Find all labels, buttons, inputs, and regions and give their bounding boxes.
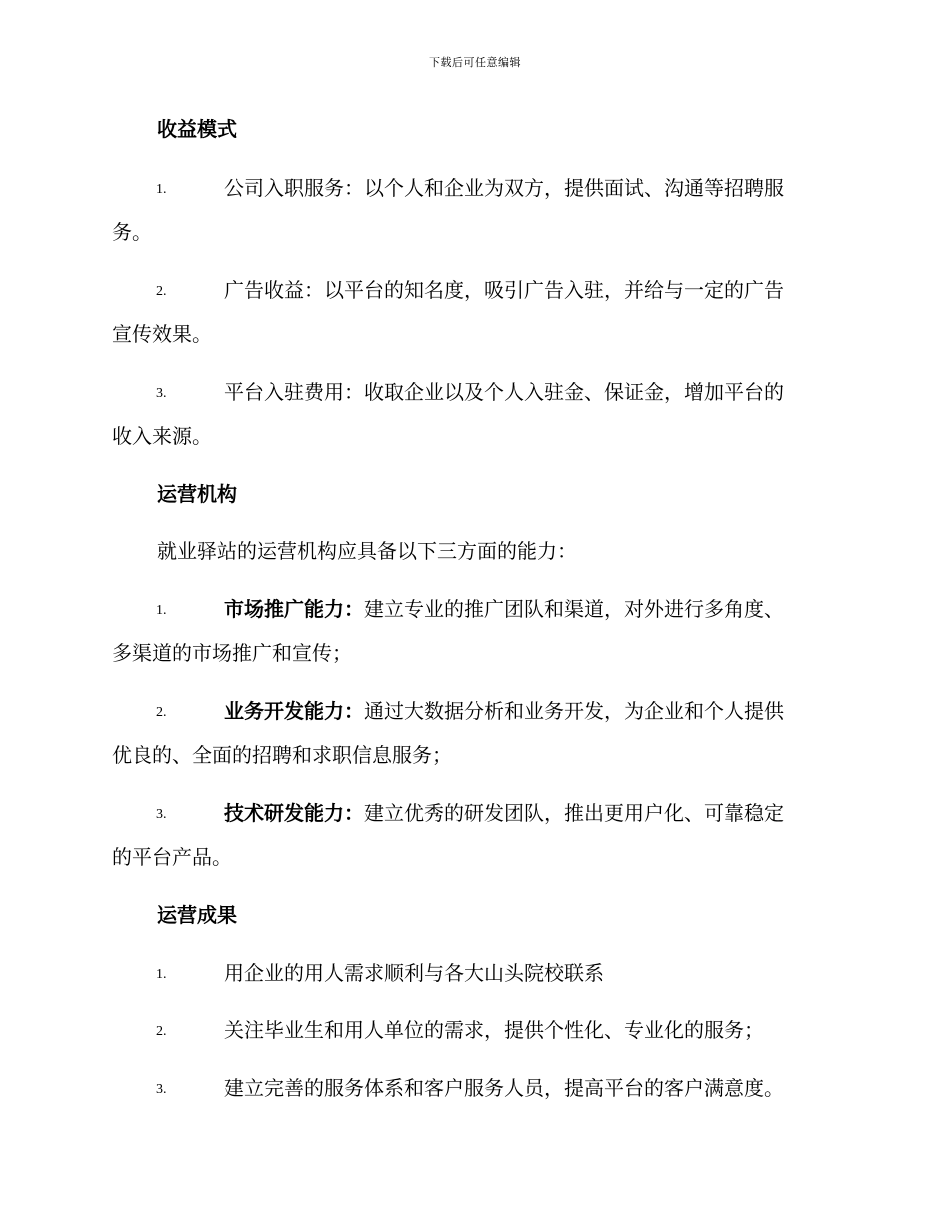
list-item-text: 平台入驻费用：收取企业以及个人入驻金、保证金，增加平台的: [224, 380, 784, 404]
list-item-number: 1.: [156, 603, 167, 618]
list-item-continuation: 的平台产品。: [112, 845, 232, 869]
list-item-number: 3.: [156, 807, 167, 822]
header-note: 下载后可任意编辑: [429, 56, 521, 69]
list-item-number: 1.: [156, 967, 167, 982]
list-item-text: [224, 803, 844, 823]
list-item-continuation: 优良的、全面的招聘和求职信息服务；: [112, 743, 452, 767]
list-item-term: 业务开发能力：: [224, 699, 364, 723]
list-item-text: [224, 599, 844, 619]
list-item-text: 建立完善的服务体系和客户服务人员，提高平台的客户满意度。: [224, 1076, 784, 1100]
list-item-description: 通过大数据分析和业务开发，为企业和个人提供: [364, 699, 784, 723]
list-item-text: [224, 701, 844, 721]
list-item-description: 建立专业的推广团队和渠道，对外进行多角度、: [364, 597, 784, 621]
list-item-text: 公司入职服务：以个人和企业为双方，提供面试、沟通等招聘服: [224, 176, 784, 200]
list-item-number: 3.: [156, 1082, 167, 1097]
section-heading-revenue: 收益模式: [157, 117, 237, 141]
section-heading-operations: 运营机构: [157, 482, 237, 506]
list-item-term: 技术研发能力：: [224, 801, 364, 825]
list-item-continuation: 务。: [112, 220, 152, 244]
list-item-continuation: 宣传效果。: [112, 322, 212, 346]
list-item-text: 关注毕业生和用人单位的需求，提供个性化、专业化的服务；: [224, 1018, 764, 1042]
list-item-continuation: 多渠道的市场推广和宣传；: [112, 641, 352, 665]
list-item-text: 广告收益：以平台的知名度，吸引广告入驻，并给与一定的广告: [224, 278, 784, 302]
section-heading-results: 运营成果: [157, 903, 237, 927]
list-item-number: 3.: [156, 386, 167, 401]
list-item-description: 建立优秀的研发团队，推出更用户化、可靠稳定: [364, 801, 784, 825]
list-item-number: 2.: [156, 705, 167, 720]
list-item-number: 2.: [156, 284, 167, 299]
list-item-text: 用企业的用人需求顺利与各大山头院校联系: [224, 961, 604, 985]
list-item-number: 2.: [156, 1024, 167, 1039]
list-item-continuation: 收入来源。: [112, 424, 212, 448]
list-item-term: 市场推广能力：: [224, 597, 364, 621]
section-intro: 就业驿站的运营机构应具备以下三方面的能力：: [157, 539, 577, 563]
list-item-number: 1.: [156, 182, 167, 197]
